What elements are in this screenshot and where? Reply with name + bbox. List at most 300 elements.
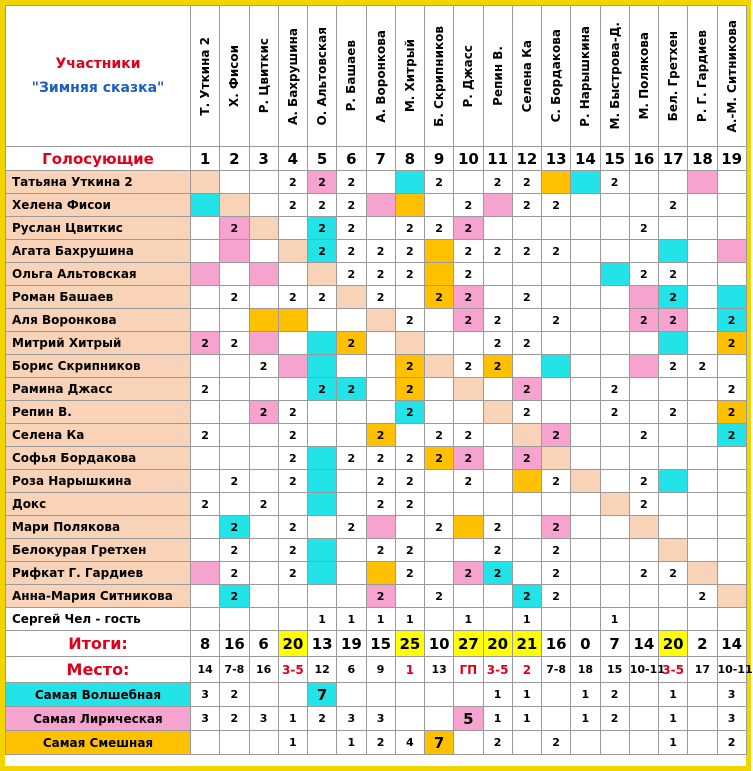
vote-cell: 2 xyxy=(512,194,541,217)
category-cell xyxy=(395,683,424,707)
vote-cell xyxy=(717,562,746,585)
category-cell xyxy=(629,707,658,731)
vote-cell: 2 xyxy=(629,309,658,332)
vote-cell xyxy=(600,424,629,447)
total-value: 15 xyxy=(366,631,395,657)
participant-name: М. Быстрова-Д. xyxy=(607,22,622,130)
voter-row xyxy=(6,355,747,378)
voter-row xyxy=(6,217,747,240)
vote-cell: 2 xyxy=(395,217,424,240)
vote-cell: 2 xyxy=(395,539,424,562)
vote-cell: 1 xyxy=(600,608,629,631)
vote-cell xyxy=(337,309,366,332)
column-number-row xyxy=(6,147,747,171)
column-number: 15 xyxy=(600,147,629,171)
vote-cell xyxy=(308,585,337,608)
vote-cell xyxy=(191,562,220,585)
column-number: 12 xyxy=(512,147,541,171)
total-value: 25 xyxy=(395,631,424,657)
vote-cell xyxy=(688,608,717,631)
participant-name: О. Альтовская xyxy=(315,26,330,126)
vote-cell xyxy=(425,240,454,263)
place-value: ГП xyxy=(454,657,483,683)
voter-row xyxy=(6,240,747,263)
vote-cell xyxy=(600,240,629,263)
vote-cell: 2 xyxy=(337,217,366,240)
vote-cell: 2 xyxy=(659,263,688,286)
vote-cell: 2 xyxy=(337,171,366,194)
total-value: 14 xyxy=(717,631,746,657)
vote-cell: 2 xyxy=(220,286,249,309)
participant-name: Р. Нарышкина xyxy=(578,25,593,127)
vote-cell xyxy=(629,516,658,539)
vote-cell: 2 xyxy=(278,447,307,470)
category-cell: 3 xyxy=(366,707,395,731)
vote-cell xyxy=(220,401,249,424)
vote-cell: 2 xyxy=(512,378,541,401)
vote-cell: 2 xyxy=(629,493,658,516)
vote-cell: 2 xyxy=(512,286,541,309)
vote-cell: 2 xyxy=(542,194,571,217)
participant-name: М. Полякова xyxy=(636,32,651,120)
voter-row xyxy=(6,516,747,539)
vote-cell: 2 xyxy=(366,286,395,309)
vote-cell xyxy=(571,447,600,470)
vote-cell xyxy=(512,516,541,539)
category-cell: 3 xyxy=(717,683,746,707)
participant-header xyxy=(366,6,395,147)
vote-cell: 2 xyxy=(366,263,395,286)
vote-cell: 1 xyxy=(308,608,337,631)
column-number: 17 xyxy=(659,147,688,171)
vote-cell: 2 xyxy=(308,194,337,217)
vote-cell xyxy=(483,194,512,217)
vote-cell: 2 xyxy=(337,263,366,286)
category-cell xyxy=(600,731,629,755)
total-value: 0 xyxy=(571,631,600,657)
vote-cell xyxy=(454,401,483,424)
vote-cell xyxy=(600,217,629,240)
category-cell xyxy=(395,707,424,731)
vote-cell xyxy=(600,263,629,286)
vote-cell xyxy=(512,309,541,332)
place-value: 12 xyxy=(308,657,337,683)
vote-cell: 1 xyxy=(337,608,366,631)
vote-cell xyxy=(629,401,658,424)
vote-cell xyxy=(659,378,688,401)
vote-cell xyxy=(249,171,278,194)
vote-cell xyxy=(659,608,688,631)
vote-cell xyxy=(600,562,629,585)
column-number: 9 xyxy=(425,147,454,171)
participant-name: Селена Ка xyxy=(519,39,534,113)
total-value: 20 xyxy=(483,631,512,657)
category-cell: 1 xyxy=(571,707,600,731)
vote-cell xyxy=(512,470,541,493)
category-cell: 1 xyxy=(278,707,307,731)
category-name: Самая Волшебная xyxy=(6,683,191,707)
vote-cell xyxy=(220,240,249,263)
voter-name: Роза Нарышкина xyxy=(6,470,191,493)
vote-cell xyxy=(629,171,658,194)
vote-cell xyxy=(571,194,600,217)
voter-name: Софья Бордакова xyxy=(6,447,191,470)
vote-cell xyxy=(249,378,278,401)
vote-cell xyxy=(717,470,746,493)
vote-cell xyxy=(191,447,220,470)
vote-cell xyxy=(512,424,541,447)
vote-cell: 2 xyxy=(278,539,307,562)
place-value: 10-11 xyxy=(717,657,746,683)
column-number: 8 xyxy=(395,147,424,171)
total-value: 21 xyxy=(512,631,541,657)
vote-cell xyxy=(542,401,571,424)
vote-cell: 2 xyxy=(454,286,483,309)
column-number: 5 xyxy=(308,147,337,171)
vote-cell xyxy=(366,194,395,217)
participant-name: Б. Скрипников xyxy=(432,25,447,127)
vote-cell: 2 xyxy=(600,378,629,401)
vote-cell xyxy=(688,332,717,355)
vote-cell xyxy=(425,493,454,516)
vote-cell xyxy=(629,194,658,217)
place-value: 6 xyxy=(337,657,366,683)
category-cell xyxy=(688,707,717,731)
category-cell: 1 xyxy=(512,683,541,707)
vote-cell xyxy=(600,470,629,493)
vote-cell: 2 xyxy=(308,240,337,263)
category-cell xyxy=(688,731,717,755)
vote-cell xyxy=(395,171,424,194)
vote-cell xyxy=(278,493,307,516)
category-cell: 1 xyxy=(659,707,688,731)
voter-row xyxy=(6,539,747,562)
place-row xyxy=(6,657,747,683)
vote-cell xyxy=(366,355,395,378)
vote-cell xyxy=(308,493,337,516)
vote-cell xyxy=(366,217,395,240)
vote-cell: 2 xyxy=(395,378,424,401)
vote-cell: 2 xyxy=(366,424,395,447)
participant-header xyxy=(483,6,512,147)
category-cell xyxy=(278,683,307,707)
place-value: 2 xyxy=(512,657,541,683)
vote-cell: 2 xyxy=(249,355,278,378)
vote-cell: 2 xyxy=(395,309,424,332)
participant-name: С. Бордакова xyxy=(549,29,564,123)
vote-cell xyxy=(659,171,688,194)
vote-cell xyxy=(659,217,688,240)
vote-cell xyxy=(688,516,717,539)
vote-cell: 2 xyxy=(659,562,688,585)
column-number: 18 xyxy=(688,147,717,171)
participant-header xyxy=(337,6,366,147)
vote-cell xyxy=(542,171,571,194)
vote-cell: 2 xyxy=(308,286,337,309)
vote-cell: 2 xyxy=(512,401,541,424)
vote-cell xyxy=(659,585,688,608)
category-cell xyxy=(337,683,366,707)
vote-cell: 2 xyxy=(220,516,249,539)
vote-cell xyxy=(542,378,571,401)
vote-cell xyxy=(600,539,629,562)
vote-cell xyxy=(191,355,220,378)
category-row xyxy=(6,707,747,731)
vote-cell: 2 xyxy=(395,240,424,263)
vote-cell xyxy=(191,263,220,286)
column-number: 10 xyxy=(454,147,483,171)
category-cell xyxy=(308,731,337,755)
participant-header xyxy=(688,6,717,147)
vote-cell: 2 xyxy=(454,424,483,447)
vote-cell xyxy=(629,240,658,263)
vote-cell xyxy=(308,355,337,378)
voter-name: Борис Скрипников xyxy=(6,355,191,378)
vote-cell xyxy=(425,470,454,493)
participant-header xyxy=(278,6,307,147)
vote-cell: 2 xyxy=(717,332,746,355)
category-cell xyxy=(688,683,717,707)
vote-cell xyxy=(571,516,600,539)
vote-cell xyxy=(483,263,512,286)
vote-cell: 1 xyxy=(366,608,395,631)
vote-cell: 2 xyxy=(542,585,571,608)
vote-cell: 2 xyxy=(278,286,307,309)
vote-cell: 2 xyxy=(600,171,629,194)
vote-cell: 2 xyxy=(249,401,278,424)
voter-row xyxy=(6,309,747,332)
vote-cell xyxy=(717,516,746,539)
vote-cell xyxy=(571,332,600,355)
voters-label: Голосующие xyxy=(6,147,191,171)
vote-cell xyxy=(688,424,717,447)
category-cell xyxy=(249,683,278,707)
participant-header xyxy=(308,6,337,147)
vote-cell: 2 xyxy=(278,171,307,194)
place-value: 1 xyxy=(395,657,424,683)
place-value: 10-11 xyxy=(629,657,658,683)
vote-cell xyxy=(220,309,249,332)
vote-cell: 2 xyxy=(337,240,366,263)
vote-cell xyxy=(425,608,454,631)
vote-cell xyxy=(366,309,395,332)
place-value: 16 xyxy=(249,657,278,683)
vote-cell xyxy=(249,286,278,309)
vote-cell xyxy=(512,355,541,378)
participant-name: М. Хитрый xyxy=(402,39,417,113)
place-value: 17 xyxy=(688,657,717,683)
total-value: 20 xyxy=(278,631,307,657)
vote-cell xyxy=(717,447,746,470)
participant-header xyxy=(425,6,454,147)
vote-cell: 2 xyxy=(659,309,688,332)
vote-cell xyxy=(366,401,395,424)
vote-cell xyxy=(454,493,483,516)
vote-cell xyxy=(366,562,395,585)
vote-cell: 2 xyxy=(542,539,571,562)
vote-cell xyxy=(337,585,366,608)
vote-cell xyxy=(220,355,249,378)
vote-cell xyxy=(512,217,541,240)
vote-cell xyxy=(278,309,307,332)
vote-cell: 2 xyxy=(454,309,483,332)
vote-cell xyxy=(542,447,571,470)
voter-row xyxy=(6,332,747,355)
total-value: 27 xyxy=(454,631,483,657)
voter-name: Роман Башаев xyxy=(6,286,191,309)
vote-cell: 2 xyxy=(425,585,454,608)
vote-cell: 2 xyxy=(454,355,483,378)
voter-row xyxy=(6,585,747,608)
participants-header-row xyxy=(6,6,747,147)
total-value: 14 xyxy=(629,631,658,657)
participant-name: Бел. Гретхен xyxy=(666,30,681,122)
vote-cell xyxy=(278,608,307,631)
vote-cell xyxy=(278,585,307,608)
vote-cell xyxy=(483,401,512,424)
vote-cell: 2 xyxy=(191,424,220,447)
vote-cell xyxy=(425,355,454,378)
vote-cell: 2 xyxy=(366,493,395,516)
vote-cell xyxy=(278,263,307,286)
vote-cell xyxy=(337,286,366,309)
vote-cell xyxy=(717,355,746,378)
category-cell xyxy=(366,683,395,707)
participant-header xyxy=(454,6,483,147)
vote-cell xyxy=(249,309,278,332)
vote-cell xyxy=(395,424,424,447)
vote-cell xyxy=(220,424,249,447)
place-value: 13 xyxy=(425,657,454,683)
category-cell xyxy=(454,683,483,707)
vote-cell: 1 xyxy=(512,608,541,631)
totals-row xyxy=(6,631,747,657)
vote-cell: 2 xyxy=(688,585,717,608)
vote-cell: 2 xyxy=(483,516,512,539)
vote-cell: 1 xyxy=(395,608,424,631)
vote-cell xyxy=(483,493,512,516)
vote-cell xyxy=(308,424,337,447)
vote-cell xyxy=(512,562,541,585)
vote-cell: 2 xyxy=(483,562,512,585)
vote-cell xyxy=(366,171,395,194)
voter-name: Татьяна Уткина 2 xyxy=(6,171,191,194)
vote-cell xyxy=(571,263,600,286)
total-value: 19 xyxy=(337,631,366,657)
category-cell: 2 xyxy=(483,731,512,755)
place-value: 7-8 xyxy=(220,657,249,683)
vote-cell xyxy=(278,240,307,263)
vote-cell xyxy=(483,217,512,240)
vote-cell xyxy=(395,286,424,309)
vote-cell xyxy=(571,378,600,401)
vote-cell xyxy=(512,263,541,286)
vote-cell xyxy=(571,240,600,263)
vote-cell xyxy=(717,286,746,309)
vote-cell: 2 xyxy=(395,447,424,470)
place-label: Место: xyxy=(6,657,191,683)
vote-cell xyxy=(717,539,746,562)
vote-cell: 2 xyxy=(454,470,483,493)
participant-header xyxy=(659,6,688,147)
vote-cell: 2 xyxy=(629,562,658,585)
vote-cell: 2 xyxy=(278,194,307,217)
vote-cell xyxy=(278,332,307,355)
vote-cell xyxy=(337,355,366,378)
vote-cell xyxy=(512,539,541,562)
vote-cell: 2 xyxy=(629,263,658,286)
place-value: 3-5 xyxy=(659,657,688,683)
category-cell: 2 xyxy=(220,707,249,731)
vote-cell xyxy=(308,562,337,585)
vote-cell xyxy=(249,516,278,539)
participant-header xyxy=(395,6,424,147)
vote-cell xyxy=(191,286,220,309)
vote-cell: 2 xyxy=(395,401,424,424)
voter-row xyxy=(6,493,747,516)
vote-cell: 2 xyxy=(395,562,424,585)
participant-header xyxy=(717,6,746,147)
vote-cell xyxy=(249,194,278,217)
vote-cell xyxy=(308,263,337,286)
vote-cell xyxy=(366,516,395,539)
place-value: 7-8 xyxy=(542,657,571,683)
category-cell: 1 xyxy=(483,683,512,707)
vote-cell xyxy=(191,171,220,194)
total-value: 20 xyxy=(659,631,688,657)
voter-name: Агата Бахрушина xyxy=(6,240,191,263)
column-number: 7 xyxy=(366,147,395,171)
vote-cell xyxy=(337,493,366,516)
title-line1: Участники xyxy=(55,56,141,72)
category-row xyxy=(6,683,747,707)
vote-cell: 2 xyxy=(395,493,424,516)
voter-name: Сергей Чел - гость xyxy=(6,608,191,631)
place-value: 14 xyxy=(191,657,220,683)
vote-cell xyxy=(688,539,717,562)
category-cell xyxy=(249,731,278,755)
vote-cell xyxy=(688,470,717,493)
vote-cell: 2 xyxy=(629,424,658,447)
column-number: 13 xyxy=(542,147,571,171)
vote-cell: 2 xyxy=(542,424,571,447)
vote-cell xyxy=(425,332,454,355)
vote-cell xyxy=(308,309,337,332)
vote-cell: 2 xyxy=(512,447,541,470)
participant-header xyxy=(191,6,220,147)
vote-cell xyxy=(571,470,600,493)
vote-cell: 2 xyxy=(542,470,571,493)
vote-cell xyxy=(220,493,249,516)
vote-cell: 2 xyxy=(366,585,395,608)
voter-row xyxy=(6,608,747,631)
vote-cell: 2 xyxy=(308,171,337,194)
vote-cell: 2 xyxy=(454,194,483,217)
vote-cell xyxy=(571,171,600,194)
vote-cell xyxy=(571,424,600,447)
vote-cell xyxy=(659,539,688,562)
vote-cell: 2 xyxy=(425,171,454,194)
vote-cell xyxy=(249,470,278,493)
vote-cell xyxy=(337,562,366,585)
voter-name: Белокурая Гретхен xyxy=(6,539,191,562)
vote-cell xyxy=(249,240,278,263)
score-table xyxy=(5,5,753,755)
vote-cell xyxy=(337,470,366,493)
category-cell xyxy=(220,731,249,755)
vote-cell xyxy=(571,401,600,424)
participant-header xyxy=(542,6,571,147)
